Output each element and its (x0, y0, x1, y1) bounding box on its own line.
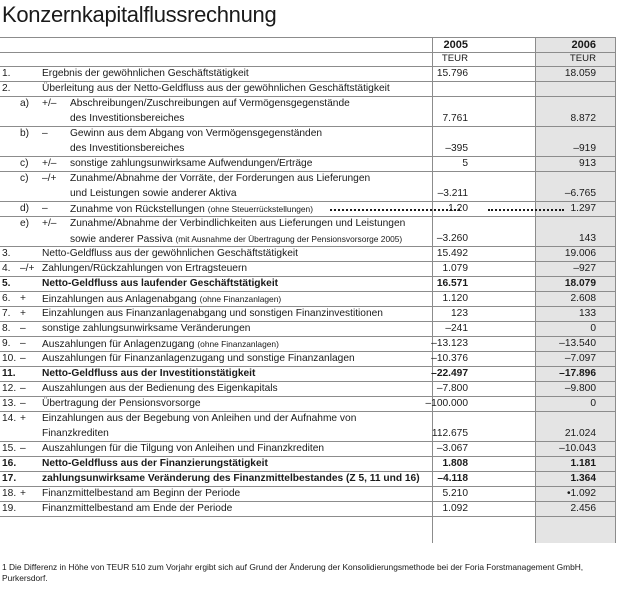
row-index: 18. (2, 488, 17, 499)
row-sign: +/– (42, 158, 57, 169)
row-label-line2-text: sowie anderer Passiva (70, 234, 173, 245)
value-2006: 18.059 (564, 68, 596, 79)
row-label-text: Zunahme/Abnahme der Vorräte, der Forderungen aus Lieferungen (70, 173, 371, 184)
row-label (42, 503, 232, 515)
row-label (42, 398, 201, 410)
row-label-line2-text: des Investitionsbereiches (70, 113, 185, 124)
row-index: 16. (2, 458, 17, 469)
value-2005: 7.761 (442, 113, 468, 124)
value-2006: 8.872 (570, 113, 596, 124)
table-row (0, 502, 616, 517)
row-label-text: Auszahlungen für die Tilgung von Anleihen und Finanzkrediten (42, 443, 325, 454)
dotted-leader (330, 209, 460, 211)
row-label-text: Finanzmittelbestand am Beginn der Periode (42, 488, 241, 499)
row-label-text: Zunahme von Rückstellungen (70, 204, 205, 215)
value-2006: –6.765 (564, 188, 596, 199)
row-index: 3. (2, 248, 11, 259)
row-label (70, 173, 370, 185)
header-year-2006: 2006 (571, 39, 596, 51)
row-index: 17. (2, 473, 17, 484)
row-label (42, 473, 420, 485)
row-sign: + (20, 308, 26, 319)
row-index: c) (20, 158, 29, 169)
table-row (0, 97, 616, 127)
row-label (42, 383, 278, 395)
table-row (0, 67, 616, 82)
row-index: 4. (2, 263, 11, 274)
row-sign: – (20, 443, 26, 454)
row-label-note: (ohne Steuerrückstellungen) (207, 204, 313, 214)
value-2005: –22.497 (431, 368, 468, 379)
unit-2006: TEUR (569, 53, 596, 64)
row-index: 14. (2, 413, 17, 424)
value-2005: –241 (445, 323, 468, 334)
value-2006: 18.079 (564, 278, 596, 289)
value-2005: 16.571 (436, 278, 468, 289)
value-2005: 1.092 (442, 503, 468, 514)
row-label (42, 413, 356, 425)
row-sign: +/– (42, 98, 57, 109)
row-label-line2-text: und Leistungen sowie anderer Aktiva (70, 188, 237, 199)
value-2005: –4.118 (437, 473, 468, 484)
value-2005: –3.211 (437, 188, 468, 199)
row-label-text: Abschreibungen/Zuschreibungen auf Vermögensgegenstände (70, 98, 350, 109)
table-row (0, 217, 616, 247)
value-2006: –17.896 (559, 368, 596, 379)
value-2006: –10.043 (559, 443, 596, 454)
row-label (70, 98, 350, 110)
row-sign: + (20, 488, 26, 499)
value-2005: 5.210 (442, 488, 468, 499)
row-label-text: Einzahlungen aus Anlagenabgang (42, 294, 197, 305)
row-sign: – (20, 398, 26, 409)
value-2006: 21.024 (564, 428, 596, 439)
value-2005: –395 (445, 143, 468, 154)
value-2005: –3.260 (436, 233, 468, 244)
row-index: 7. (2, 308, 11, 319)
row-label (70, 218, 405, 230)
row-label-text: Zahlungen/Rückzahlungen von Ertragsteuern (42, 263, 248, 274)
row-label (42, 458, 268, 470)
table-row (0, 292, 616, 307)
row-index: 5. (2, 278, 11, 289)
row-label (70, 203, 313, 216)
value-2006: –927 (573, 263, 596, 274)
row-label (70, 128, 322, 140)
row-label (42, 278, 278, 290)
table-row (0, 457, 616, 472)
value-2005: –7.800 (436, 383, 468, 394)
row-label-text: Netto-Geldfluss aus der gewöhnlichen Geschäftstätigkeit (42, 248, 298, 259)
table-row (0, 337, 616, 352)
row-label-note: (ohne Finanzanlagen) (197, 339, 279, 349)
row-index: 1. (2, 68, 11, 79)
row-label (42, 323, 250, 335)
table-row (0, 322, 616, 337)
value-2006: 2.456 (570, 503, 596, 514)
table-row (0, 352, 616, 367)
value-2005: 1.079 (442, 263, 468, 274)
row-sign: – (20, 383, 26, 394)
row-label-line2 (70, 113, 184, 125)
table-row (0, 382, 616, 397)
table-row (0, 82, 616, 97)
row-label-text: Zunahme/Abnahme der Verbindlichkeiten aus Lieferungen und Leistungen (70, 218, 406, 229)
value-2005: 123 (451, 308, 468, 319)
table-row (0, 367, 616, 382)
value-2006: –13.540 (559, 338, 596, 349)
value-2006: –7.097 (564, 353, 596, 364)
row-label-text: sonstige zahlungsunwirksame Aufwendungen/Erträge (70, 158, 313, 169)
row-label (42, 308, 383, 320)
value-2006: 0 (590, 398, 596, 409)
row-label (42, 263, 247, 275)
row-label-text: Finanzmittelbestand am Ende der Periode (42, 503, 233, 514)
row-label (42, 338, 279, 351)
value-2005: 1.20 (448, 203, 468, 214)
row-index: 13. (2, 398, 17, 409)
row-label-text: Auszahlungen für Finanzanlagenzugang und sonstige Finanzanlagen (42, 353, 355, 364)
value-2005: –10.376 (431, 353, 468, 364)
row-label (42, 83, 390, 95)
row-sign: +/– (42, 218, 57, 229)
value-2005: –3.067 (436, 443, 468, 454)
table-row (0, 397, 616, 412)
table-row (0, 307, 616, 322)
row-label (42, 488, 240, 500)
value-2005: –13.123 (431, 338, 468, 349)
value-2005: 15.796 (436, 68, 468, 79)
row-sign: –/+ (42, 173, 57, 184)
row-sign: – (42, 203, 48, 214)
row-label-line2 (42, 428, 109, 440)
row-index: 6. (2, 293, 11, 304)
row-label-line2-note: (mit Ausnahme der Übertragung der Pensionsvorsorge 2005) (175, 234, 403, 244)
row-index: 12. (2, 383, 17, 394)
row-index: 15. (2, 443, 17, 454)
row-label-text: Einzahlungen aus Finanzanlagenabgang und sonstigen Finanzinvestitionen (42, 308, 383, 319)
page-title: Konzernkapitalflussrechnung (2, 2, 277, 27)
row-sign: – (20, 338, 26, 349)
value-2005: –100.000 (425, 398, 468, 409)
table-row (0, 157, 616, 172)
row-label (42, 248, 298, 260)
row-label-line2 (70, 233, 402, 246)
row-label-text: Netto-Geldfluss aus der Investitionstätigkeit (42, 368, 256, 379)
value-2005: 1.808 (442, 458, 468, 469)
row-label-text: Überleitung aus der Netto-Geldfluss aus der gewöhnlichen Geschäftstätigkeit (42, 83, 390, 94)
row-label-text: Ergebnis der gewöhnlichen Geschäftstätigkeit (42, 68, 249, 79)
row-index: 19. (2, 503, 17, 514)
row-label-text: Gewinn aus dem Abgang von Vermögensgegenständen (70, 128, 323, 139)
row-index: c) (20, 173, 29, 184)
row-index: 11. (2, 368, 16, 379)
value-2006: 913 (579, 158, 596, 169)
table-row (0, 172, 616, 202)
row-sign: –/+ (20, 263, 35, 274)
row-label-line2-text: Finanzkrediten (42, 428, 109, 439)
row-index: 8. (2, 323, 11, 334)
table-row (0, 247, 616, 262)
table-row (0, 412, 616, 442)
row-index: e) (20, 218, 30, 229)
row-index: d) (20, 203, 30, 214)
row-index: 10. (2, 353, 17, 364)
row-label-text: Netto-Geldfluss aus der Finanzierungstätigkeit (42, 458, 268, 469)
value-2006: •1.092 (566, 488, 596, 499)
row-label-note: (ohne Finanzanlagen) (199, 294, 282, 304)
value-2006: 143 (579, 233, 596, 244)
row-label (42, 293, 281, 306)
value-2005: 15.492 (436, 248, 468, 259)
value-2005: 5 (462, 158, 468, 169)
row-label (42, 443, 324, 455)
value-2006: 0 (590, 323, 596, 334)
table-row (0, 202, 616, 217)
value-2006: 2.608 (570, 293, 596, 304)
row-label-line2 (70, 188, 237, 200)
row-label (70, 158, 312, 170)
row-label-line2 (70, 143, 184, 155)
unit-2005: TEUR (441, 53, 468, 64)
row-label-text: Auszahlungen für Anlagenzugang (42, 339, 195, 350)
value-2006: 133 (579, 308, 596, 319)
table-row (0, 127, 616, 157)
row-label-text: zahlungsunwirksame Veränderung des Finanzmittelbestandes (Z 5, 11 und 16) (42, 473, 420, 484)
table-row (0, 277, 616, 292)
header-year-2005: 2005 (443, 39, 468, 51)
table-row (0, 487, 616, 502)
row-label (42, 368, 255, 380)
row-sign: – (20, 323, 26, 334)
value-2006: 19.006 (564, 248, 596, 259)
row-sign: – (42, 128, 48, 139)
row-label (42, 353, 355, 365)
value-2006: –9.800 (564, 383, 596, 394)
value-2006: 1.181 (570, 458, 596, 469)
value-2006: –919 (573, 143, 596, 154)
row-index: 2. (2, 83, 11, 94)
footnote: 1 Die Differenz in Höhe von TEUR 510 zum Vorjahr ergibt sich auf Grund der Änderung der Konsolidierungsmethode bei der Foria Forstmanagement GmbH, Purkersdorf. (2, 562, 584, 583)
row-label (42, 68, 249, 80)
header-row (0, 37, 616, 53)
row-sign: – (20, 353, 26, 364)
row-label-text: Einzahlungen aus der Begebung von Anleihen und der Aufnahme von (42, 413, 357, 424)
unit-row (0, 52, 616, 67)
value-2006: 1.297 (570, 203, 596, 214)
row-sign: + (20, 413, 26, 424)
value-2005: 1.120 (442, 293, 468, 304)
table-row (0, 472, 616, 487)
row-label-text: sonstige zahlungsunwirksame Veränderungen (42, 323, 251, 334)
value-2006: 1.364 (570, 473, 596, 484)
table-row (0, 262, 616, 277)
row-index: 9. (2, 338, 11, 349)
row-sign: + (20, 293, 26, 304)
dotted-leader (488, 209, 564, 211)
row-label-text: Auszahlungen aus der Bedienung des Eigenkapitals (42, 383, 278, 394)
row-label-text: Übertragung der Pensionsvorsorge (42, 398, 201, 409)
table-row (0, 442, 616, 457)
row-index: b) (20, 128, 30, 139)
value-2005: 112.675 (431, 428, 468, 439)
row-label-line2-text: des Investitionsbereiches (70, 143, 185, 154)
row-label-text: Netto-Geldfluss aus laufender Geschäftstätigkeit (42, 278, 279, 289)
row-index: a) (20, 98, 30, 109)
